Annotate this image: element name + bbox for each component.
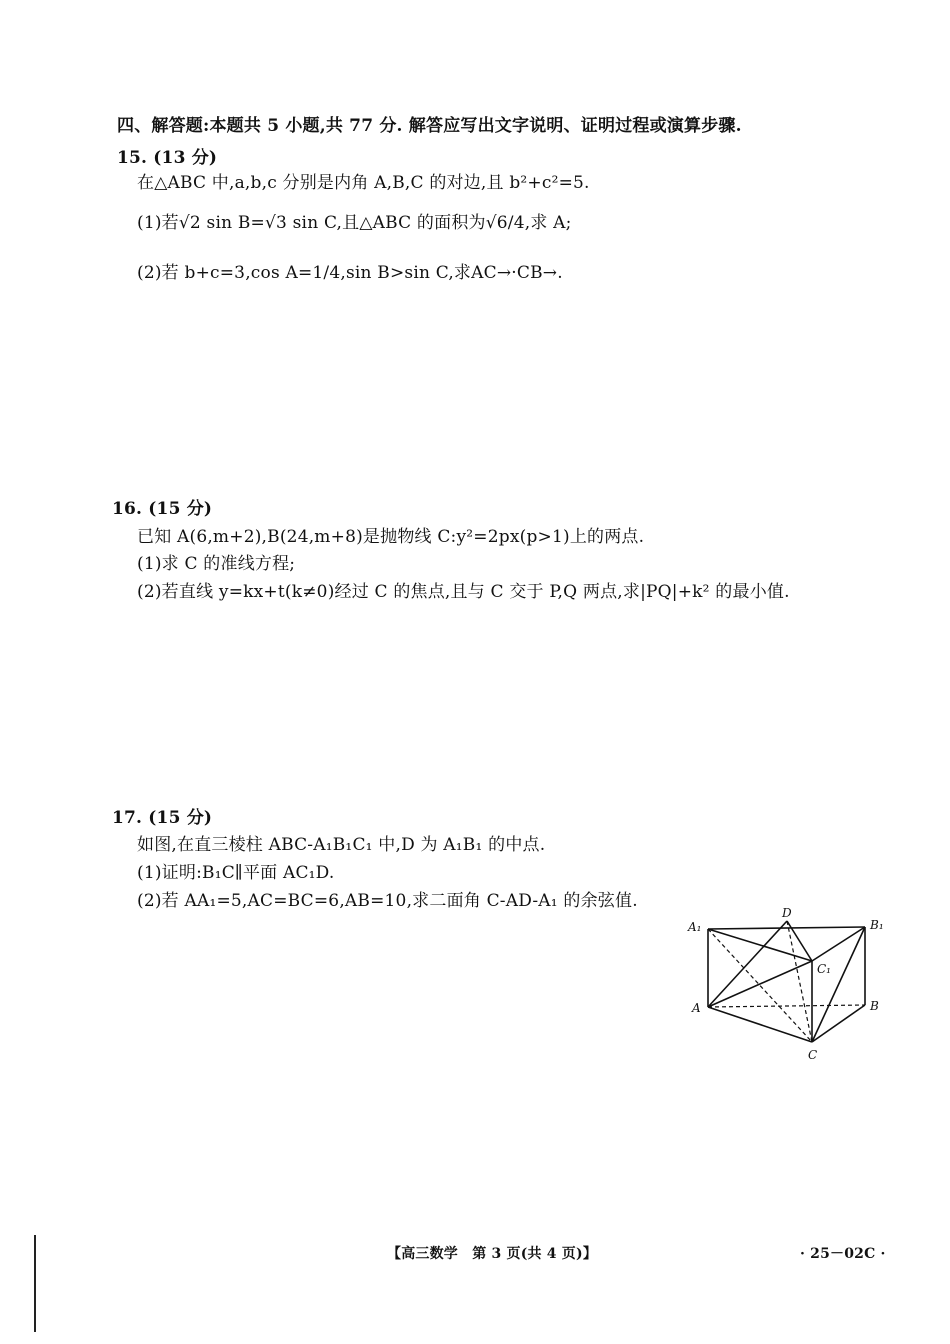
q16-part2: (2)若直线 y=kx+t(k≠0)经过 C 的焦点,且与 C 交于 P,Q 两点,求|PQ|+k² 的最小值. [137, 582, 790, 602]
q15-stem: 在△ABC 中,a,b,c 分别是内角 A,B,C 的对边,且 b²+c²=5. [137, 173, 590, 193]
q16-stem: 已知 A(6,m+2),B(24,m+8)是抛物线 C:y²=2px(p>1)上的两点. [137, 527, 645, 547]
scan-artifact-mark [34, 1320, 36, 1332]
q17-part1: (1)证明:B₁C∥平面 AC₁D. [137, 863, 335, 883]
label-b1: B₁ [870, 918, 884, 932]
q16-heading: 16. (15 分) [112, 499, 213, 519]
edge-a1-b1 [708, 927, 865, 929]
q15-heading: 15. (13 分) [117, 148, 218, 168]
q15-part1: (1)若√2 sin B=√3 sin C,且△ABC 的面积为√6/4,求 A; [137, 213, 572, 233]
footer-code: · 25－02C · [800, 1246, 886, 1262]
q17-stem: 如图,在直三棱柱 ABC-A₁B₁C₁ 中,D 为 A₁B₁ 的中点. [137, 835, 546, 855]
label-a: A [692, 1001, 701, 1015]
edge-a-b-hidden [708, 1005, 865, 1007]
q17-heading: 17. (15 分) [112, 808, 213, 828]
edge-a-c1 [708, 961, 812, 1007]
q15-part2: (2)若 b+c=3,cos A=1/4,sin B>sin C,求AC→·CB→. [137, 263, 563, 283]
label-b: B [870, 999, 879, 1013]
q17-part2: (2)若 AA₁=5,AC=BC=6,AB=10,求二面角 C-AD-A₁ 的余弦值. [137, 891, 638, 911]
footer-page-info: 【高三数学 第 3 页(共 4 页)】 [387, 1246, 598, 1262]
label-c1: C₁ [817, 962, 831, 976]
edge-a-c [708, 1007, 812, 1042]
edge-d-c-hidden [787, 921, 812, 1042]
scan-artifact-line [34, 1235, 36, 1323]
q16-part1: (1)求 C 的准线方程; [137, 554, 296, 574]
prism-figure [680, 905, 895, 1070]
edge-a-d [708, 921, 787, 1007]
label-a1: A₁ [688, 920, 702, 934]
section-header: 四、解答题:本题共 5 小题,共 77 分. 解答应写出文字说明、证明过程或演算步骤. [117, 116, 742, 136]
label-d: D [782, 906, 792, 920]
edge-a1-c1 [708, 929, 812, 961]
label-c: C [808, 1048, 818, 1062]
